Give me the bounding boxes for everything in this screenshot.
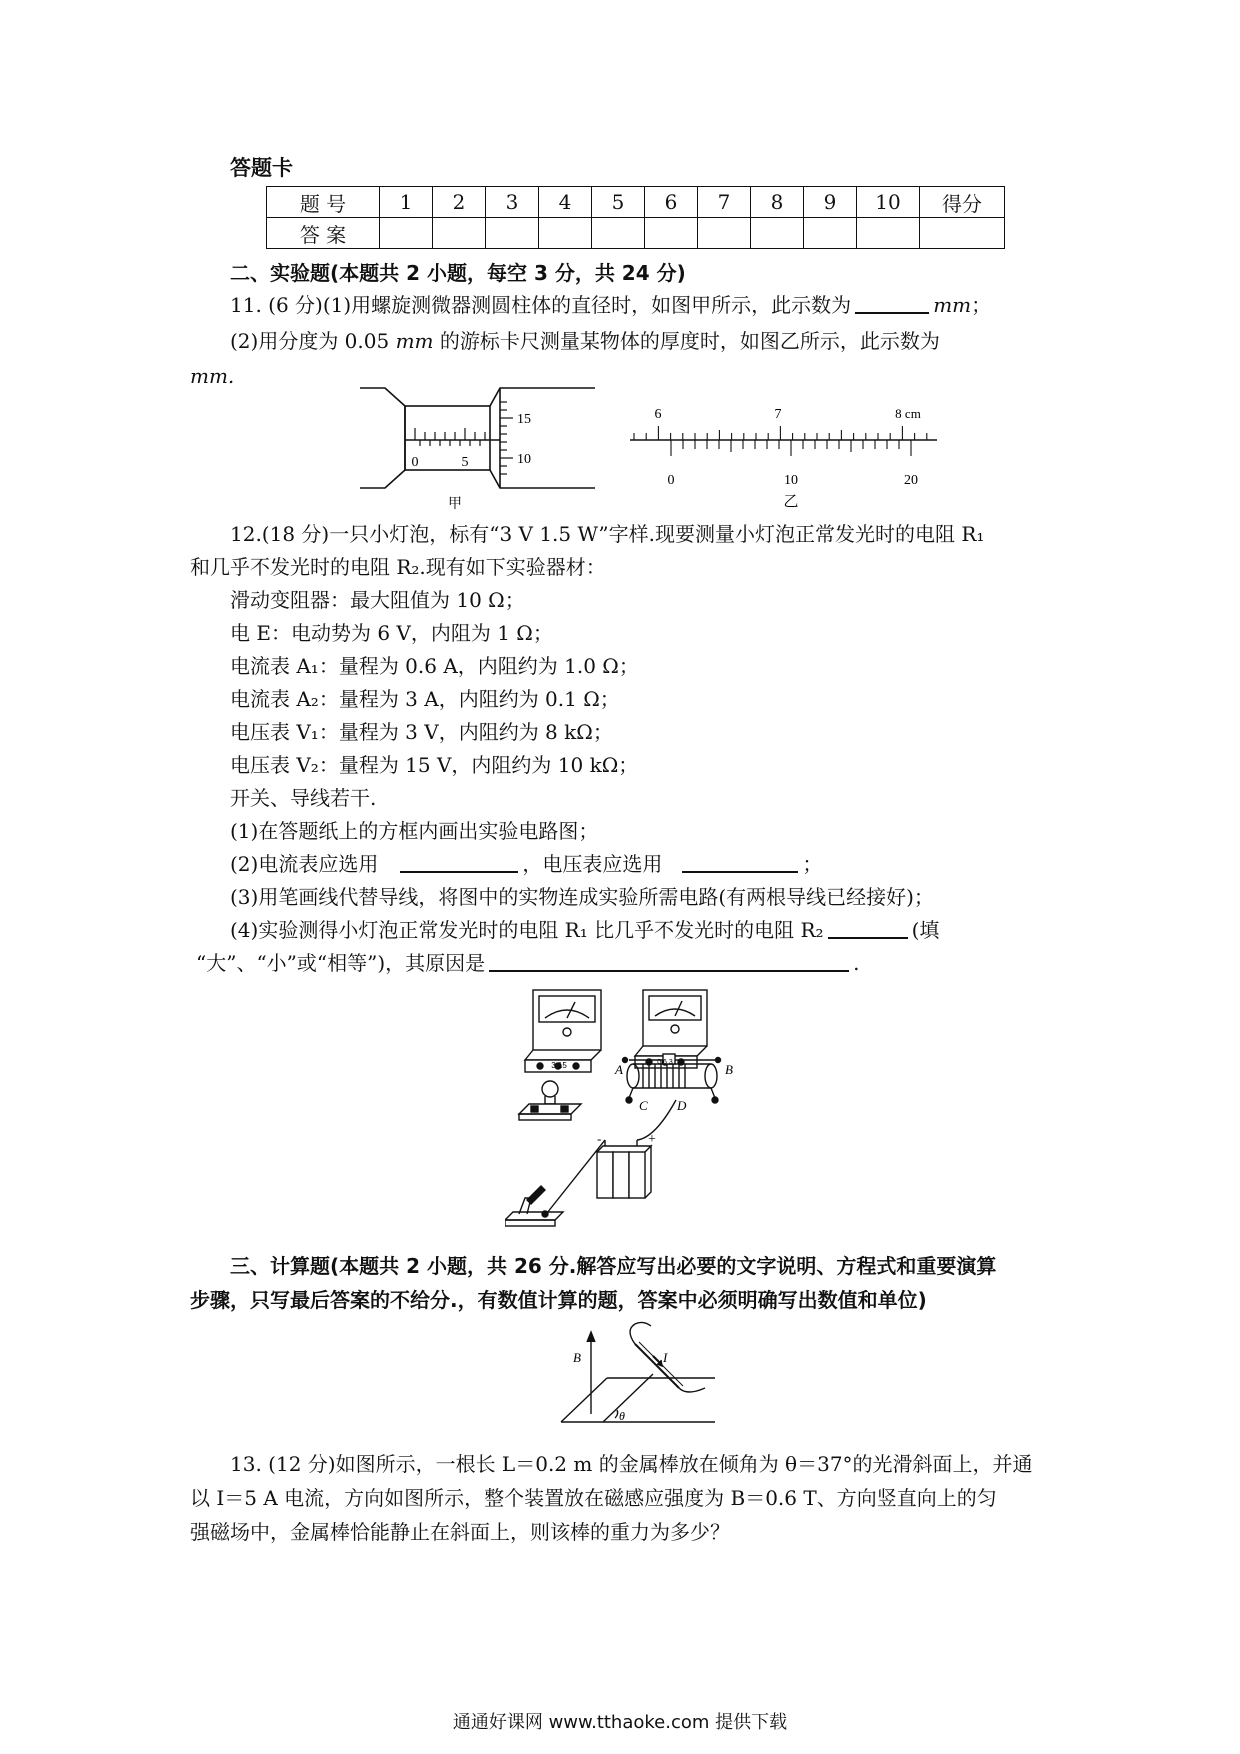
q11-line2-unit: mm	[395, 329, 434, 353]
section3-line2: 步骤，只写最后答案的不给分.，有数值计算的题，答案中必须明确写出数值和单位)	[190, 1288, 927, 1312]
answer-card-num: 8	[751, 187, 804, 218]
answer-cell[interactable]	[751, 218, 804, 249]
answer-cell[interactable]	[592, 218, 645, 249]
answer-cell[interactable]	[380, 218, 433, 249]
answer-card-num: 7	[698, 187, 751, 218]
answer-card-num: 1	[380, 187, 433, 218]
q12-sub1: (1)在答题纸上的方框内画出实验电路图；	[230, 819, 599, 843]
lamp-bulb-device	[519, 1081, 581, 1120]
incline-left-edge	[561, 1378, 607, 1422]
q12-sub4-line1	[230, 915, 1070, 945]
q11-line1-end: ；	[971, 293, 992, 317]
rheostat-label-a: A	[615, 1062, 623, 1077]
score-cell[interactable]	[920, 218, 1005, 249]
answer-card-num: 10	[857, 187, 920, 218]
answer-cell[interactable]	[698, 218, 751, 249]
q12-item: 电压表 V₂：量程为 15 V，内阻约为 10 kΩ；	[230, 753, 639, 777]
q11-line3-text: mm.	[190, 364, 235, 388]
knife-switch-device	[505, 1186, 563, 1226]
vernier-scale-num: 0	[667, 473, 675, 488]
answer-card-title: 答题卡	[230, 156, 293, 180]
ammeter-scale-text: 0.6 3	[657, 1059, 673, 1066]
section3-line1: 三、计算题(本题共 2 小题，共 26 分.解答应写出必要的文字说明、方程式和重要演算	[230, 1254, 997, 1278]
voltmeter-scale-text: 3 15	[551, 1061, 567, 1070]
wire-switch-battery	[547, 1140, 605, 1213]
q11-line1-text: 11. (6 分)(1)用螺旋测微器测圆柱体的直径时，如图甲所示，此示数为	[230, 293, 852, 317]
vernier-main-num: 8 cm	[895, 406, 921, 421]
q12-sub2-b: ，电压表应选用	[522, 852, 663, 876]
micrometer-thimble-num: 15	[517, 412, 531, 427]
q12-line2: 和几乎不发光时的电阻 R₂.现有如下实验器材：	[190, 555, 606, 579]
lead-wire-top	[630, 1322, 651, 1344]
metal-rod	[635, 1344, 679, 1388]
vernier-main-scale-ticks	[634, 426, 927, 440]
battery-plus-label: +	[648, 1132, 656, 1147]
q12-item: 电 E：电动势为 6 V，内阻为 1 Ω；	[230, 621, 553, 645]
answer-cell[interactable]	[433, 218, 486, 249]
micrometer-thimble-outline	[490, 388, 595, 488]
answer-card-num: 6	[645, 187, 698, 218]
q12-item: 开关、导线若干.	[230, 786, 377, 810]
q12-item: 电流表 A₂：量程为 3 A，内阻约为 0.1 Ω；	[230, 687, 620, 711]
section2-heading: 二、实验题(本题共 2 小题，每空 3 分，共 24 分)	[230, 261, 686, 285]
q12-item: 滑动变阻器：最大阻值为 10 Ω；	[230, 588, 525, 612]
q11-answer-blank-1[interactable]	[855, 290, 929, 314]
answer-card-num: 2	[433, 187, 486, 218]
q12-item: 电流表 A₁：量程为 0.6 A，内阻约为 1.0 Ω；	[230, 654, 639, 678]
current-label-i: I	[663, 1350, 668, 1365]
answer-card-answer-row	[267, 218, 1005, 249]
answer-card-num: 9	[804, 187, 857, 218]
vernier-main-num: 6	[654, 407, 662, 422]
resistance-compare-blank[interactable]	[828, 915, 908, 939]
q12-sub4-a: (4)实验测得小灯泡正常发光时的电阻 R₁ 比几乎不发光时的电阻 R₂	[230, 918, 824, 942]
answer-card-score-label: 得分	[920, 187, 1005, 218]
answer-card-num: 5	[592, 187, 645, 218]
answer-card-num: 3	[486, 187, 539, 218]
reason-blank[interactable]	[489, 948, 849, 972]
micrometer-sleeve-num: 5	[461, 455, 469, 470]
q13-line2: 以 I＝5 A 电流，方向如图所示，整个装置放在磁感应强度为 B＝0.6 T、方向竖直向上的匀	[190, 1486, 997, 1510]
answer-cell[interactable]	[539, 218, 592, 249]
micrometer-sleeve-num: 0	[411, 455, 419, 470]
answer-card-row2-header: 答 案	[267, 218, 380, 249]
q12-sub3: (3)用笔画线代替导线，将图中的实物连成实验所需电路(有两根导线已经接好)；	[230, 885, 934, 909]
q12-sub4-b: (填	[911, 918, 940, 942]
q12-sub4-line2	[196, 948, 1076, 978]
incline-slope-line	[603, 1374, 653, 1422]
q12-sub4-line2-text: “大”、“小”或“相等”)，其原因是	[196, 951, 486, 975]
q11-line2-a: (2)用分度为 0.05	[230, 329, 396, 353]
q11-unit: mm	[933, 293, 972, 317]
q12-sub2-a: (2)电流表应选用	[230, 852, 379, 876]
voltmeter-device	[525, 990, 601, 1072]
lead-wire-bottom	[679, 1388, 705, 1392]
q12-item: 电压表 V₁：量程为 3 V，内阻约为 8 kΩ；	[230, 720, 613, 744]
rheostat-label-b: B	[725, 1062, 733, 1077]
rheostat-label-c: C	[639, 1098, 648, 1113]
answer-cell[interactable]	[804, 218, 857, 249]
answer-cell[interactable]	[857, 218, 920, 249]
q11-line3	[190, 361, 1070, 391]
vernier-label: 乙	[783, 492, 799, 510]
voltmeter-choice-blank[interactable]	[682, 849, 798, 873]
angle-label-theta: θ	[619, 1409, 625, 1423]
answer-cell[interactable]	[486, 218, 539, 249]
q11-line2-b: 的游标卡尺测量某物体的厚度时，如图乙所示，此示数为	[433, 329, 940, 353]
q12-sub2	[230, 849, 1070, 879]
incline-rod-figure	[555, 1318, 725, 1428]
micrometer-sleeve-ticks	[415, 428, 485, 446]
battery-device	[597, 1140, 651, 1198]
vernier-scale-num: 10	[784, 473, 798, 488]
ammeter-choice-blank[interactable]	[400, 849, 518, 873]
answer-card-table	[266, 186, 1005, 249]
micrometer-thimble-num: 10	[517, 452, 531, 467]
answer-cell[interactable]	[645, 218, 698, 249]
rheostat-label-d: D	[677, 1098, 687, 1113]
circuit-apparatus-figure	[505, 988, 885, 1228]
vernier-scale-num: 20	[904, 473, 918, 488]
vernier-main-num: 7	[774, 407, 782, 422]
footer-credit: 通通好课网 www.tthaoke.com 提供下载	[452, 1712, 788, 1733]
q13-line1: 13. (12 分)如图所示，一根长 L＝0.2 m 的金属棒放在倾角为 θ＝37°的光滑斜面上，并通	[230, 1452, 1033, 1476]
angle-arc	[615, 1410, 618, 1418]
answer-card-number-row	[267, 187, 1005, 218]
q12-sub2-end: ；	[802, 852, 823, 876]
q11-line2	[230, 326, 1070, 356]
answer-card-num: 4	[539, 187, 592, 218]
battery-minus-label: -	[597, 1131, 602, 1146]
q12-sub4-end: .	[853, 951, 860, 975]
micrometer-label: 甲	[448, 496, 462, 512]
vernier-caliper-figure	[625, 400, 940, 512]
answer-card-row1-header: 题 号	[267, 187, 380, 218]
q12-line1: 12.(18 分)一只小灯泡，标有“3 V 1.5 W”字样.现要测量小灯泡正常发光时的电阻 R₁	[230, 522, 985, 546]
micrometer-frame	[360, 388, 405, 488]
micrometer-thimble-ticks	[500, 402, 513, 474]
q13-line3: 强磁场中，金属棒恰能静止在斜面上，则该棒的重力为多少？	[190, 1520, 730, 1544]
q11-line1	[230, 290, 1070, 320]
vernier-scale-ticks	[671, 440, 911, 456]
field-label-b: B	[573, 1350, 581, 1365]
micrometer-figure	[355, 382, 615, 512]
